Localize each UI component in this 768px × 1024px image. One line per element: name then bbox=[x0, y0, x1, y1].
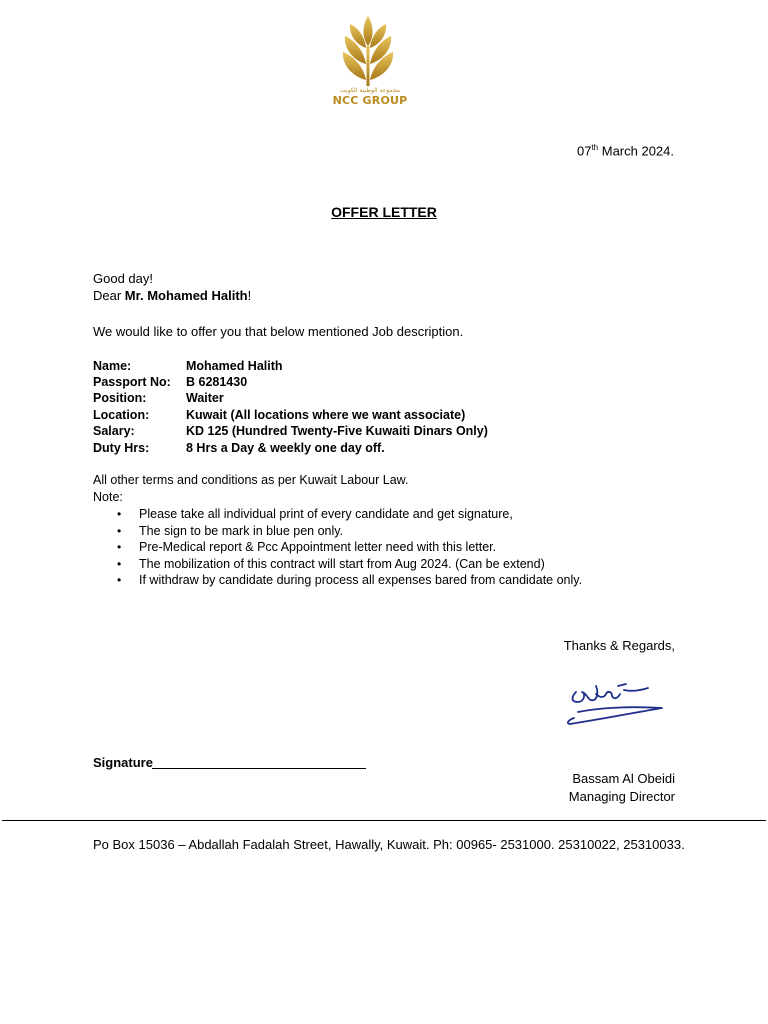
note-text: Pre-Medical report & Pcc Appointment letter need with this letter. bbox=[139, 540, 497, 555]
detail-label-passport: Passport No: bbox=[93, 375, 171, 389]
detail-value-passport: B 6281430 bbox=[186, 375, 248, 389]
notes-list bbox=[93, 506, 582, 589]
logo-text: NCC GROUP bbox=[332, 94, 408, 107]
salutation bbox=[93, 288, 251, 303]
detail-value-location: Kuwait (All locations where we want associate) bbox=[186, 408, 466, 422]
bullet-icon: • bbox=[117, 573, 122, 588]
detail-value-salary: KD 125 (Hundred Twenty-Five Kuwaiti Dinars Only) bbox=[186, 424, 488, 438]
bullet-icon: • bbox=[117, 540, 122, 555]
intro-paragraph: We would like to offer you that below mentioned Job description. bbox=[93, 324, 464, 339]
date-rest: March 2024. bbox=[598, 143, 674, 159]
signature-label: Signature bbox=[93, 755, 153, 770]
detail-value-position: Waiter bbox=[186, 391, 224, 405]
detail-label-name: Name: bbox=[93, 359, 132, 373]
date-day: 07 bbox=[576, 143, 592, 159]
detail-label-salary: Salary: bbox=[93, 424, 135, 438]
letter-date bbox=[577, 143, 674, 158]
date-suffix: th bbox=[591, 143, 599, 152]
bullet-icon: • bbox=[117, 556, 122, 571]
list-item bbox=[93, 572, 582, 589]
list-item bbox=[93, 539, 582, 556]
recipient-name: Mr. Mohamed Halith bbox=[124, 288, 248, 303]
bullet-icon: • bbox=[117, 523, 122, 538]
terms-paragraph: All other terms and conditions as per Kuwait Labour Law. bbox=[93, 473, 409, 487]
footer-address: Po Box 15036 – Abdallah Fadalah Street, Hawally, Kuwait. Ph: 00965- 2531000. 25310022, 25310033. bbox=[93, 837, 685, 852]
bullet-icon: • bbox=[117, 507, 122, 521]
list-item bbox=[93, 506, 582, 523]
detail-value-name: Mohamed Halith bbox=[186, 359, 283, 373]
closing-regards: Thanks & Regards, bbox=[563, 638, 675, 653]
greeting: Good day! bbox=[93, 271, 153, 286]
footer-divider bbox=[2, 820, 766, 821]
note-label: Note: bbox=[93, 490, 123, 504]
signer-title: Managing Director bbox=[568, 789, 675, 804]
handwritten-signature bbox=[558, 672, 668, 742]
detail-label-duty-hrs: Duty Hrs: bbox=[93, 441, 150, 455]
detail-label-position: Position: bbox=[93, 391, 147, 405]
note-text: Please take all individual print of every candidate and get signature, bbox=[139, 507, 513, 521]
detail-label-location: Location: bbox=[93, 408, 150, 422]
salutation-suffix: ! bbox=[247, 288, 252, 303]
detail-value-duty-hrs: 8 Hrs a Day & weekly one day off. bbox=[186, 441, 385, 455]
letter-title: OFFER LETTER bbox=[331, 204, 437, 220]
salutation-prefix: Dear bbox=[93, 288, 125, 303]
logo-arabic-text: مجموعة الوطنية الكويت bbox=[340, 87, 400, 94]
list-item bbox=[93, 523, 582, 540]
note-text: The mobilization of this contract will start from Aug 2024. (Can be extend) bbox=[139, 556, 545, 571]
list-item bbox=[93, 556, 582, 573]
note-text: The sign to be mark in blue pen only. bbox=[139, 523, 344, 538]
signer-name: Bassam Al Obeidi bbox=[572, 771, 675, 786]
signature-line bbox=[152, 768, 366, 769]
note-text: If withdraw by candidate during process all expenses bared from candidate only. bbox=[139, 573, 583, 588]
